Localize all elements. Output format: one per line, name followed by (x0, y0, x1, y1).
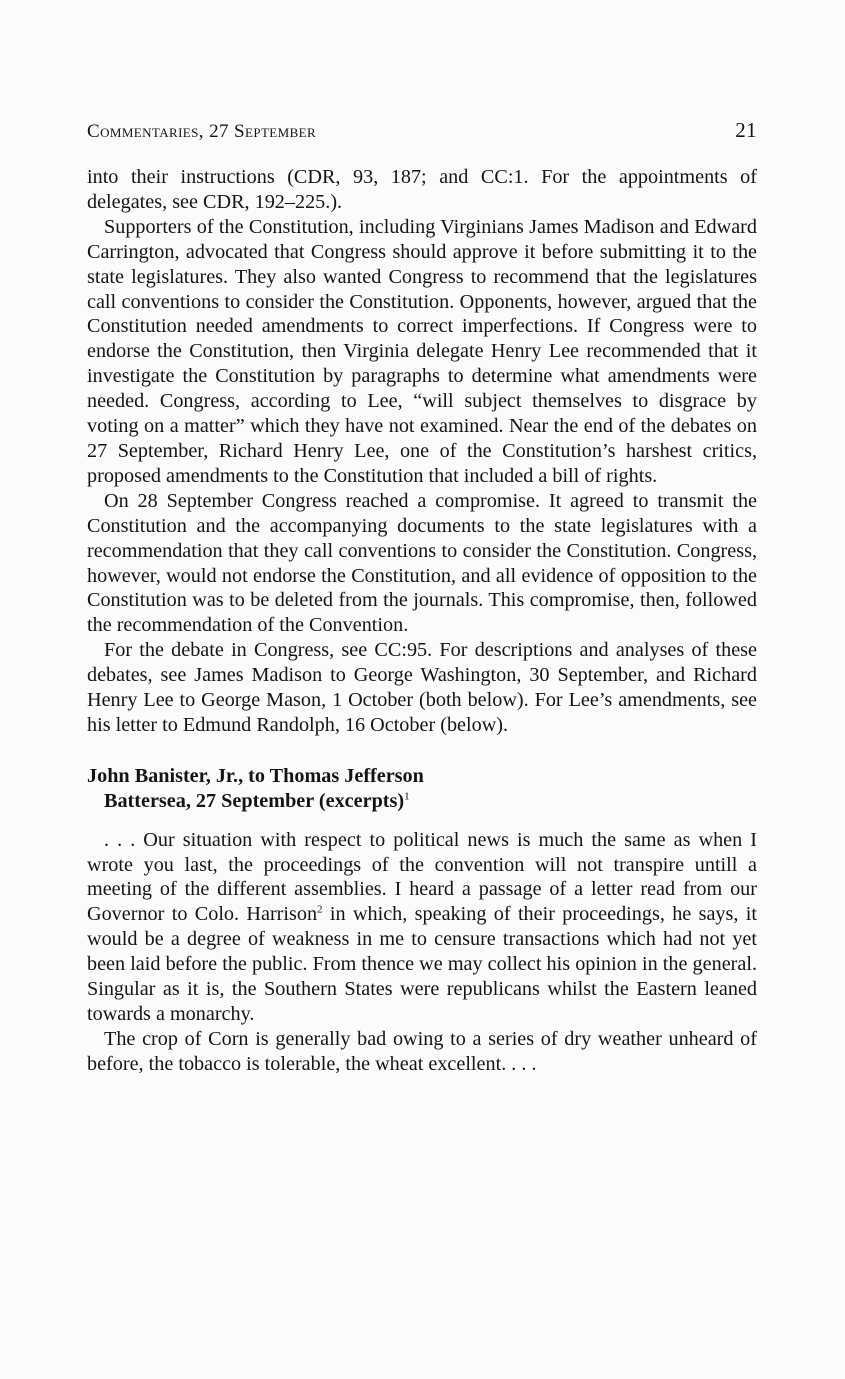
running-title: Commentaries, 27 September (87, 121, 317, 142)
letter-text: . . . Our situation with respect to political news is much the same as when I wrote you last, the proceedings of the convention will not transpire untill a meeting of the different assemblies. I heard a passage of a letter read from our Governor to Colo. Harrison (87, 828, 757, 926)
commentary-paragraph: On 28 September Congress reached a compromise. It agreed to transmit the Constitution and the accompanying documents to the state legislatures with a recommendation that they call conventions to consider the Constitution. Congress, however, would not endorse the Constitution, and all evidence of opposition to the Constitution was to be deleted from the journals. This compromise, then, followed the recommendation of the Convention. (87, 489, 757, 637)
document-subtitle (87, 789, 757, 814)
page-number: 21 (735, 118, 757, 142)
document-title: John Banister, Jr., to Thomas Jefferson (87, 764, 424, 787)
footnote-reference: 1 (404, 790, 410, 803)
commentary-body (87, 165, 757, 738)
running-header (87, 118, 757, 143)
commentary-paragraph: For the debate in Congress, see CC:95. For descriptions and analyses of these debates, see James Madison to George Washington, 30 September, and Richard Henry Lee to George Mason, 1 October (both below). For Lee’s amendments, see his letter to Edmund Randolph, 16 October (below). (87, 639, 757, 736)
commentary-paragraph: into their instructions (CDR, 93, 187; and CC:1. For the appointments of delegates, see CDR, 192–225.). (87, 166, 757, 213)
letter-paragraph: The crop of Corn is generally bad owing to a series of dry weather unheard of before, the tobacco is tolerable, the wheat excellent. . . . (87, 1027, 757, 1075)
document-place-date: Battersea, 27 September (excerpts) (104, 789, 405, 812)
letter-paragraph (87, 828, 757, 1027)
commentary-paragraph: Supporters of the Constitution, including Virginians James Madison and Edward Carrington, advocated that Congress should approve it before submitting it to the state legislatures. They also wanted Congress to recommend that the legislatures call conventions to consider the Constitution. Opponents, however, argued that the Constitution needed amendments to correct imperfections. If Congress were to endorse the Constitution, then Virginia delegate Henry Lee recommended that it investigate the Constitution by paragraphs to determine what amendments were needed. Congress, according to Lee, “will subject themselves to disgrace by voting on a matter” which they have not examined. Near the end of the debates on 27 September, Richard Henry Lee, one of the Constitution’s harshest critics, proposed amendments to the Constitution that included a bill of rights. (87, 215, 757, 487)
letter-text: in which, speaking of their proceedings, he says, it would be a degree of weakness in me to censure transactions which had not yet been laid before the public. From thence we may collect his opinion in the general. Singular as it is, the Southern States were republicans whilst the Eastern leaned towards a monarchy. (87, 903, 757, 1025)
footnote-reference: 2 (317, 903, 323, 916)
letter-body (87, 828, 757, 1077)
document-page (87, 118, 757, 1077)
document-heading (87, 764, 757, 814)
